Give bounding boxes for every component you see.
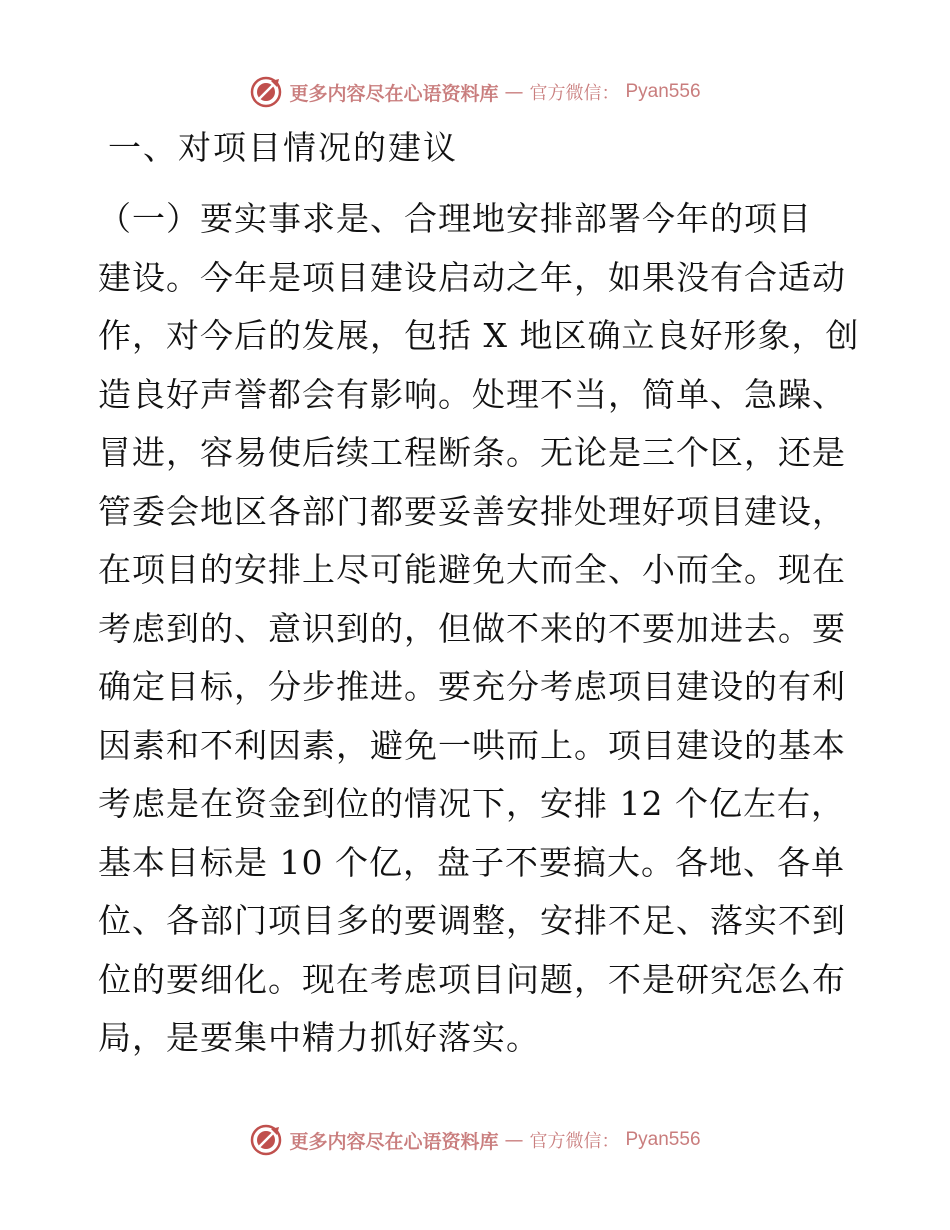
- watermark-separator: —: [504, 1129, 524, 1151]
- paragraph-line: 位、各部门项目多的要调整，安排不足、落实不到: [98, 901, 846, 940]
- paragraph-line: 局，是要集中精力抓好落实。: [98, 1018, 540, 1057]
- watermark-label: 官方微信：: [529, 83, 620, 104]
- brand-logo-icon: [249, 1123, 283, 1157]
- paragraph-line: 管委会地区各部门都要妥善安排处理好项目建设，: [98, 491, 846, 531]
- paragraph-line: 冒进，容易使后续工程断条。无论是三个区，还是: [98, 433, 846, 472]
- brand-logo-icon: [249, 75, 283, 109]
- section-heading: 一、对项目情况的建议: [108, 128, 458, 167]
- watermark-wechat-id: Pyan556: [625, 1129, 701, 1150]
- watermark-separator: —: [504, 81, 524, 103]
- paragraph-line: （一）要实事求是、合理地安排部署今年的项目: [98, 199, 812, 238]
- paragraph-line: 因素和不利因素，避免一哄而上。项目建设的基本: [98, 725, 846, 765]
- paragraph-line: 考虑到的、意识到的，但做不来的不要加进去。要: [98, 608, 846, 648]
- paragraph-line: 造良好声誉都会有影响。处理不当，简单、急躁、: [98, 374, 846, 414]
- body-paragraph: [98, 190, 858, 1068]
- watermark-wechat-id: Pyan556: [625, 81, 701, 102]
- paragraph-line: 在项目的安排上尽可能避免大而全、小而全。现在: [98, 550, 846, 589]
- paragraph-line: 位的要细化。现在考虑项目问题，不是研究怎么布: [98, 959, 846, 999]
- watermark-site-text: 更多内容尽在心语资料库: [289, 1130, 499, 1153]
- paragraph-line: 基本目标是 10 个亿，盘子不要搞大。各地、各单: [98, 842, 845, 882]
- paragraph-line: 确定目标，分步推进。要充分考虑项目建设的有利: [98, 667, 846, 706]
- paragraph-line: 作，对今后的发展，包括 X 地区确立良好形象，创: [98, 316, 860, 355]
- paragraph-line: 考虑是在资金到位的情况下，安排 12 个亿左右，: [98, 784, 845, 823]
- watermark-site-text: 更多内容尽在心语资料库: [289, 82, 499, 105]
- watermark-label: 官方微信：: [529, 1131, 620, 1152]
- footer-watermark: [0, 1120, 950, 1160]
- paragraph-line: 建设。今年是项目建设启动之年，如果没有合适动: [98, 257, 846, 297]
- header-watermark: [0, 72, 950, 112]
